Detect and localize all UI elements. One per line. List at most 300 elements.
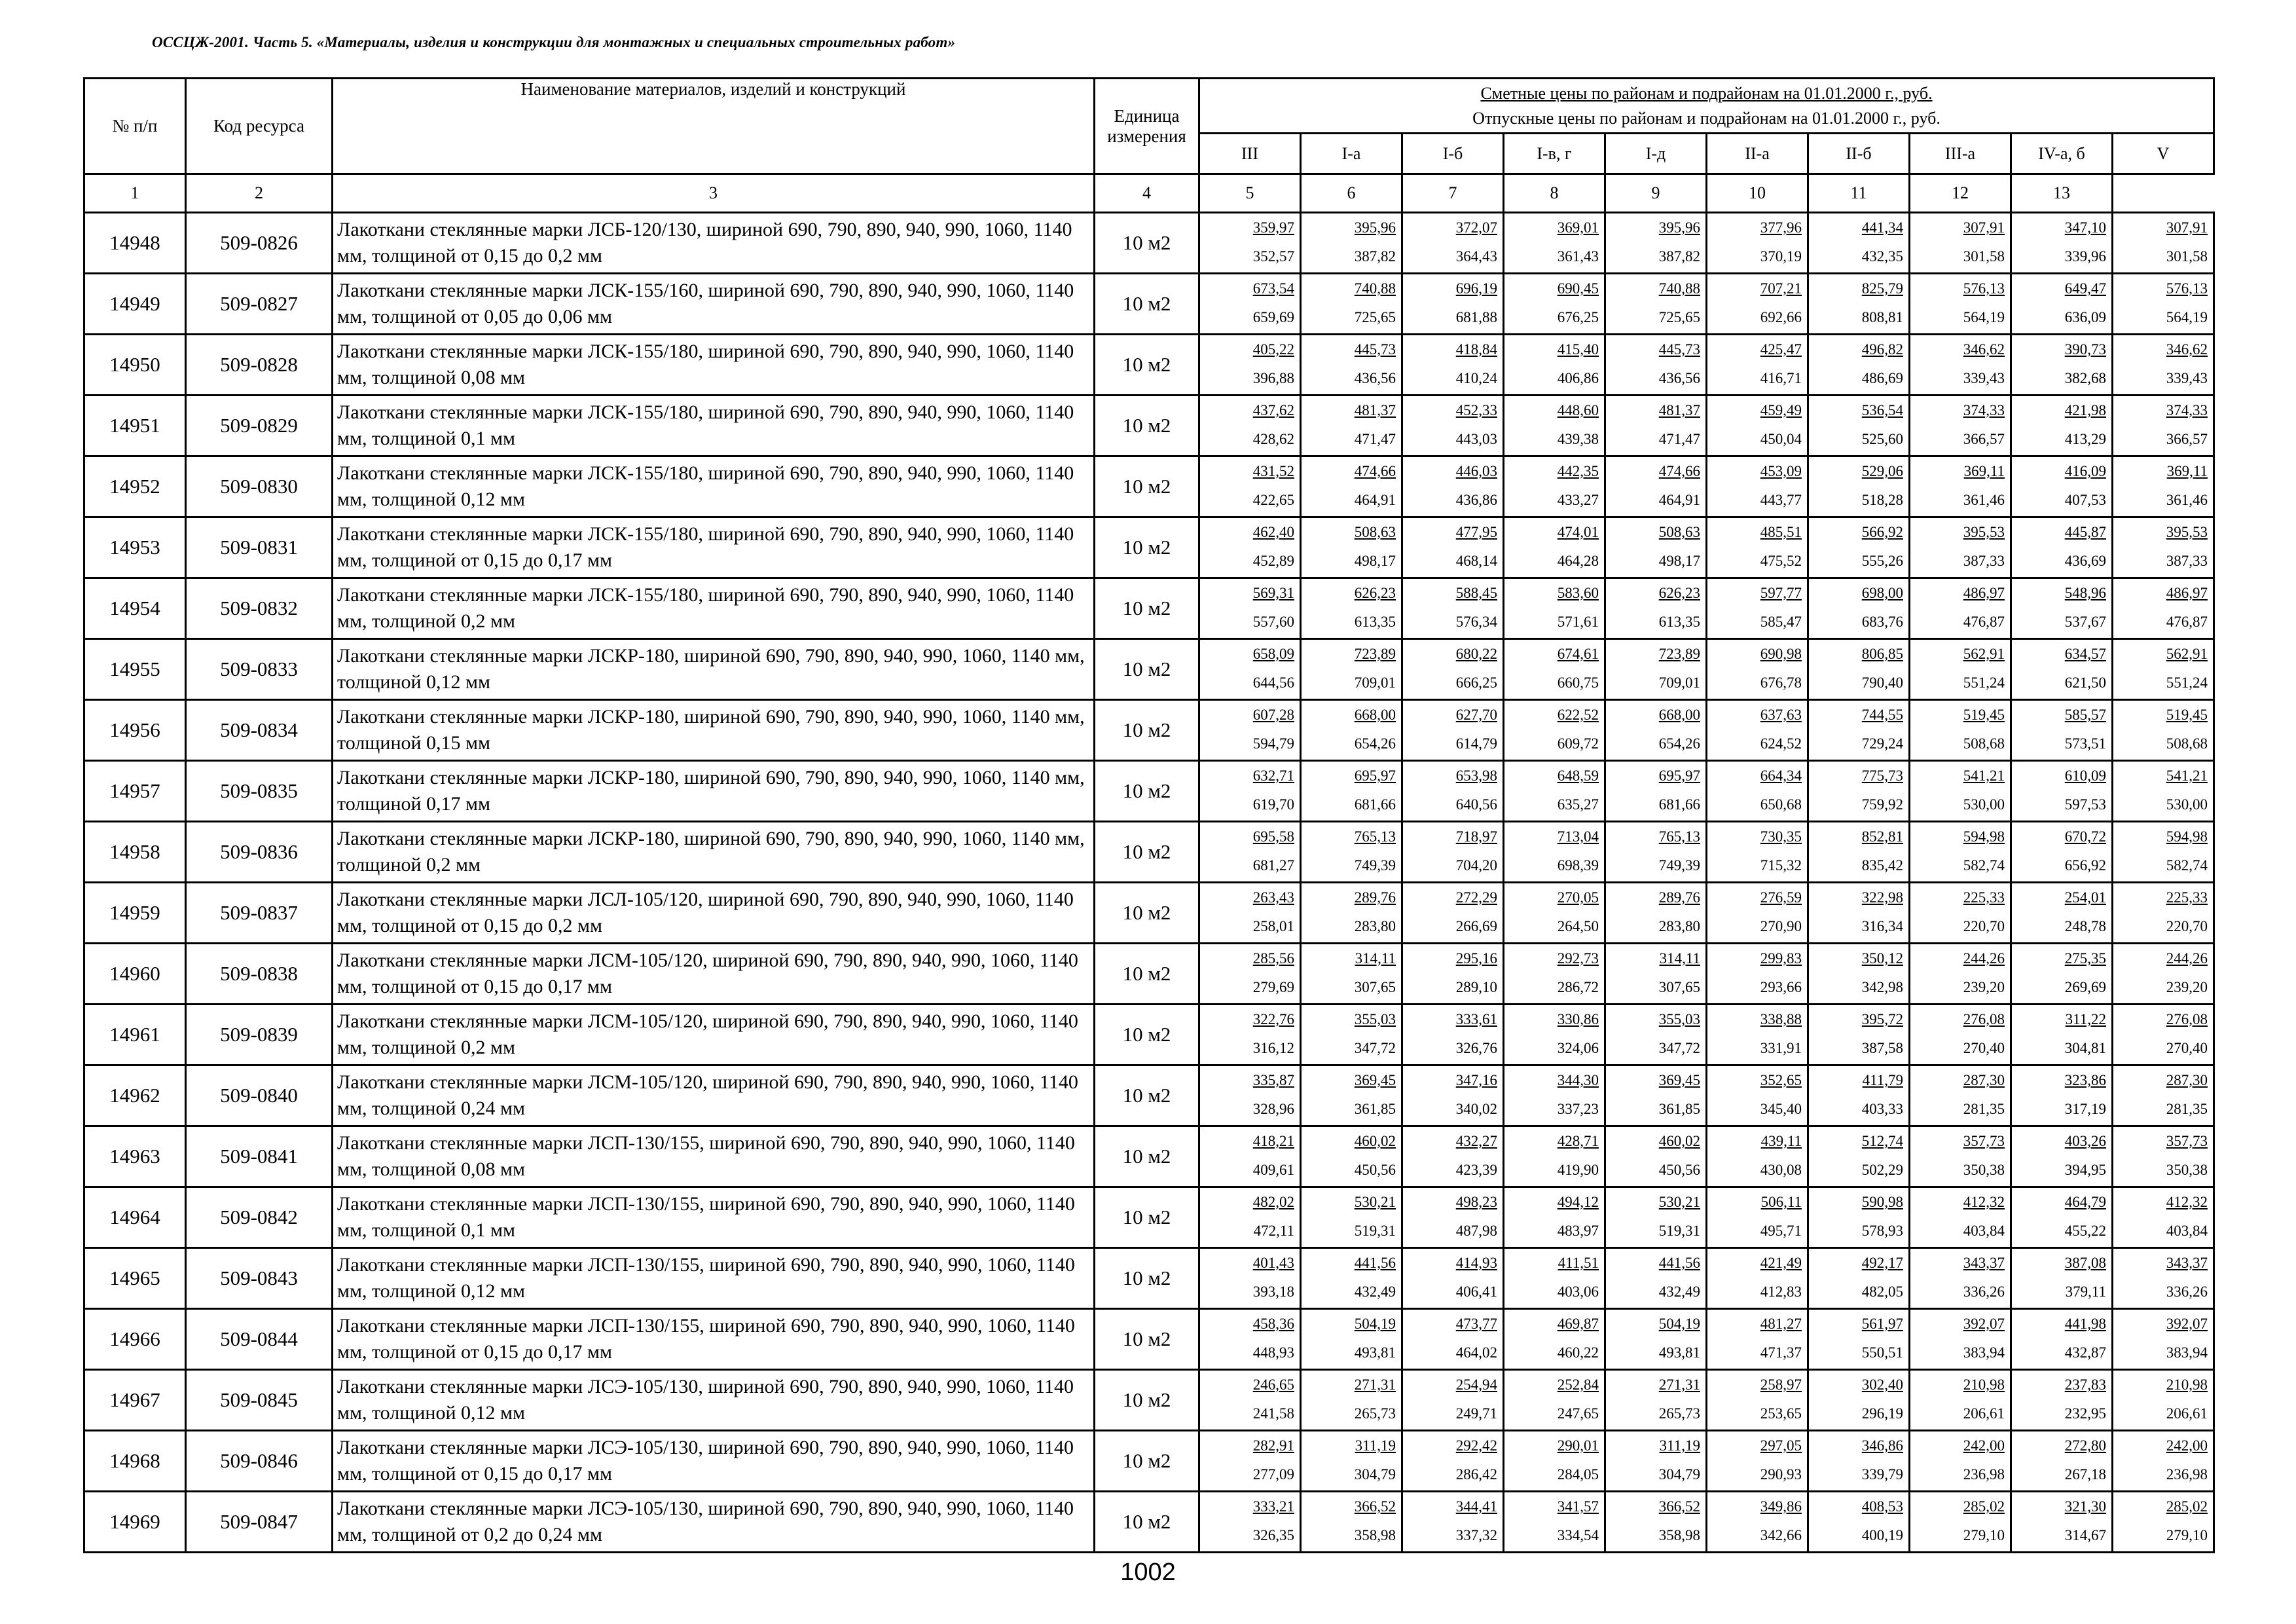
table-row: [84, 761, 2214, 822]
measure-unit: 10 м2: [1095, 456, 1199, 517]
price-cell: [1605, 1492, 1707, 1553]
estimate-price: 530,21: [1658, 1194, 1700, 1210]
estimate-price: 276,59: [1760, 889, 1802, 906]
release-price: 676,78: [1760, 674, 1802, 691]
release-price: 483,97: [1557, 1223, 1599, 1239]
price-cell: [1504, 1431, 1605, 1492]
table-row: [84, 274, 2214, 335]
price-cell: [1707, 883, 1808, 944]
release-price: 681,88: [1455, 309, 1497, 325]
release-price: 495,71: [1760, 1223, 1802, 1239]
resource-code: 509-0834: [186, 700, 333, 761]
release-price: 464,02: [1455, 1344, 1497, 1361]
price-cell: [1605, 517, 1707, 578]
estimate-price: 252,84: [1557, 1376, 1599, 1393]
estimate-price: 350,12: [1861, 950, 1903, 967]
resource-code: 509-0833: [186, 639, 333, 700]
price-cell: [1808, 1492, 1910, 1553]
price-cell: [1605, 1187, 1707, 1248]
estimate-price: 355,03: [1658, 1011, 1700, 1027]
price-cell: [1910, 1492, 2011, 1553]
release-price: 482,05: [1861, 1283, 1903, 1300]
release-price: 557,60: [1252, 614, 1294, 630]
price-cell: [1504, 335, 1605, 396]
price-cell: [1808, 1126, 1910, 1187]
estimate-price: 299,83: [1760, 950, 1802, 967]
estimate-price: 349,86: [1760, 1498, 1802, 1515]
release-price: 248,78: [2064, 918, 2106, 934]
price-cell: [1605, 456, 1707, 517]
price-cell: [1402, 578, 1504, 639]
estimate-price: 246,65: [1252, 1376, 1294, 1393]
release-price: 400,19: [1861, 1527, 1903, 1543]
release-price: 316,34: [1861, 918, 1903, 934]
estimate-price: 481,27: [1760, 1316, 1802, 1332]
estimate-price: 374,33: [2166, 402, 2208, 418]
release-price: 635,27: [1557, 796, 1599, 813]
release-price: 290,93: [1760, 1466, 1802, 1483]
price-cell: [1707, 1187, 1808, 1248]
price-cell: [1504, 578, 1605, 639]
release-price: 406,41: [1455, 1283, 1497, 1300]
estimate-price: 341,57: [1557, 1498, 1599, 1515]
resource-code: 509-0830: [186, 456, 333, 517]
region-header: III: [1199, 134, 1301, 174]
release-price: 409,61: [1252, 1162, 1294, 1178]
release-price: 383,94: [2166, 1344, 2208, 1361]
estimate-price: 474,66: [1354, 463, 1396, 479]
estimate-price: 357,73: [2166, 1133, 2208, 1149]
price-cell: [1402, 1309, 1504, 1370]
estimate-price: 648,59: [1557, 767, 1599, 784]
estimate-price: 311,22: [2065, 1011, 2106, 1027]
price-cell: [2011, 1126, 2113, 1187]
price-cell: [1504, 456, 1605, 517]
price-cell: [1605, 335, 1707, 396]
column-number: 6: [1301, 174, 1402, 213]
price-cell: [1301, 822, 1402, 883]
price-cell: [1605, 1065, 1707, 1126]
price-cell: [1504, 213, 1605, 274]
price-cell: [1402, 1492, 1504, 1553]
estimate-price: 357,73: [1963, 1133, 2005, 1149]
estimate-price: 765,13: [1354, 828, 1396, 845]
estimate-price: 446,03: [1455, 463, 1497, 479]
release-price: 450,56: [1354, 1162, 1396, 1178]
price-cell: [1301, 883, 1402, 944]
release-price: 286,42: [1455, 1466, 1497, 1483]
release-price: 471,37: [1760, 1344, 1802, 1361]
estimate-price: 512,74: [1861, 1133, 1903, 1149]
header-prices: [1199, 79, 2214, 134]
estimate-price: 439,11: [1760, 1133, 1802, 1149]
estimate-price: 698,00: [1861, 585, 1903, 601]
price-cell: [1605, 578, 1707, 639]
release-price: 403,06: [1557, 1283, 1599, 1300]
estimate-price: 263,43: [1252, 889, 1294, 906]
price-cell: [1707, 1370, 1808, 1431]
release-price: 277,09: [1252, 1466, 1294, 1483]
estimate-price: 314,11: [1355, 950, 1396, 967]
region-header: V: [2113, 134, 2214, 174]
material-name: Лакоткани стеклянные марки ЛСК-155/180, шириной 690, 790, 890, 940, 990, 1060, 1140 мм, толщиной 0,1 мм: [333, 396, 1095, 456]
header-code: Код ресурса: [186, 79, 333, 174]
estimate-price: 270,05: [1557, 889, 1599, 906]
price-cell: [1402, 1187, 1504, 1248]
resource-code: 509-0842: [186, 1187, 333, 1248]
estimate-price: 445,87: [2064, 524, 2106, 540]
price-table: [83, 77, 2215, 1553]
release-price: 220,70: [1963, 918, 2005, 934]
price-cell: [1605, 1126, 1707, 1187]
release-price: 316,12: [1252, 1040, 1294, 1056]
release-price: 358,98: [1354, 1527, 1396, 1543]
price-cell: [2113, 1126, 2214, 1187]
material-name: Лакоткани стеклянные марки ЛСЛ-105/120, шириной 690, 790, 890, 940, 990, 1060, 1140 мм, толщиной от 0,15 до 0,2 мм: [333, 883, 1095, 944]
measure-unit: 10 м2: [1095, 1187, 1199, 1248]
price-cell: [1605, 213, 1707, 274]
estimate-price: 723,89: [1658, 646, 1700, 662]
release-price: 387,82: [1658, 248, 1700, 265]
estimate-price: 536,54: [1861, 402, 1903, 418]
price-cell: [1301, 1005, 1402, 1065]
price-cell: [2011, 944, 2113, 1005]
release-price: 464,91: [1658, 492, 1700, 508]
price-cell: [1707, 1248, 1808, 1309]
release-price: 361,85: [1354, 1101, 1396, 1117]
price-cell: [2113, 1431, 2214, 1492]
estimate-price: 508,63: [1658, 524, 1700, 540]
estimate-price: 314,11: [1659, 950, 1700, 967]
release-price: 304,79: [1354, 1466, 1396, 1483]
release-price: 681,66: [1354, 796, 1396, 813]
price-cell: [1707, 1126, 1808, 1187]
document-header: ОССЦЖ-2001. Часть 5. «Материалы, изделия и конструкции для монтажных и специальных строительных работ»: [152, 34, 956, 50]
price-cell: [1199, 1005, 1301, 1065]
price-cell: [1808, 1065, 1910, 1126]
price-cell: [1910, 578, 2011, 639]
release-price: 236,98: [1963, 1466, 2005, 1483]
estimate-price: 412,32: [2166, 1194, 2208, 1210]
region-header: I-в, г: [1504, 134, 1605, 174]
estimate-price: 690,98: [1760, 646, 1802, 662]
estimate-price: 519,45: [2166, 707, 2208, 723]
release-price: 573,51: [2064, 735, 2106, 752]
release-price: 328,96: [1252, 1101, 1294, 1117]
estimate-price: 311,19: [1355, 1437, 1396, 1454]
resource-code: 509-0835: [186, 761, 333, 822]
release-price: 436,56: [1658, 370, 1700, 386]
table-row: [84, 883, 2214, 944]
row-number: 14949: [84, 274, 186, 335]
estimate-price: 730,35: [1760, 828, 1802, 845]
release-price: 247,65: [1557, 1405, 1599, 1422]
resource-code: 509-0846: [186, 1431, 333, 1492]
release-price: 609,72: [1557, 735, 1599, 752]
material-name: Лакоткани стеклянные марки ЛСК-155/180, шириной 690, 790, 890, 940, 990, 1060, 1140 мм, толщиной от 0,15 до 0,17 мм: [333, 517, 1095, 578]
estimate-price: 292,42: [1455, 1437, 1497, 1454]
estimate-price: 290,01: [1557, 1437, 1599, 1454]
table-row: [84, 517, 2214, 578]
region-header: III-а: [1910, 134, 2011, 174]
estimate-price: 395,53: [2166, 524, 2208, 540]
release-price: 403,84: [1963, 1223, 2005, 1239]
estimate-price: 210,98: [2166, 1376, 2208, 1393]
estimate-price: 359,97: [1252, 219, 1294, 236]
price-cell: [1504, 517, 1605, 578]
release-price: 428,62: [1252, 431, 1294, 447]
release-price: 403,33: [1861, 1101, 1903, 1117]
price-cell: [1199, 944, 1301, 1005]
release-price: 232,95: [2064, 1405, 2106, 1422]
estimate-price: 366,52: [1658, 1498, 1700, 1515]
estimate-price: 627,70: [1455, 707, 1497, 723]
estimate-price: 607,28: [1252, 707, 1294, 723]
material-name: Лакоткани стеклянные марки ЛСК-155/160, шириной 690, 790, 890, 940, 990, 1060, 1140 мм, толщиной от 0,05 до 0,06 мм: [333, 274, 1095, 335]
estimate-price: 242,00: [1963, 1437, 2005, 1454]
price-cell: [1910, 883, 2011, 944]
estimate-price: 740,88: [1354, 280, 1396, 297]
release-price: 407,53: [2064, 492, 2106, 508]
release-price: 293,66: [1760, 979, 1802, 995]
price-cell: [1808, 1370, 1910, 1431]
release-price: 476,87: [1963, 614, 2005, 630]
release-price: 578,93: [1861, 1223, 1903, 1239]
estimate-price: 723,89: [1354, 646, 1396, 662]
estimate-price: 405,22: [1252, 341, 1294, 358]
estimate-price: 765,13: [1658, 828, 1700, 845]
measure-unit: 10 м2: [1095, 822, 1199, 883]
region-header: I-а: [1301, 134, 1402, 174]
price-cell: [2113, 1187, 2214, 1248]
row-number: 14968: [84, 1431, 186, 1492]
price-cell: [1707, 1065, 1808, 1126]
estimate-price: 486,97: [1963, 585, 2005, 601]
header-unit: Единица измерения: [1095, 79, 1199, 174]
release-price: 551,24: [2166, 674, 2208, 691]
release-price: 681,66: [1658, 796, 1700, 813]
release-price: 326,35: [1252, 1527, 1294, 1543]
row-number: 14961: [84, 1005, 186, 1065]
estimate-price: 453,09: [1760, 463, 1802, 479]
release-price: 725,65: [1658, 309, 1700, 325]
estimate-price: 718,97: [1455, 828, 1497, 845]
estimate-price: 561,97: [1861, 1316, 1903, 1332]
release-price: 654,26: [1354, 735, 1396, 752]
release-price: 239,20: [2166, 979, 2208, 995]
release-price: 808,81: [1861, 309, 1903, 325]
estimate-price: 225,33: [2166, 889, 2208, 906]
price-cell: [1402, 944, 1504, 1005]
release-price: 436,69: [2064, 553, 2106, 569]
estimate-price: 415,40: [1557, 341, 1599, 358]
row-number: 14950: [84, 335, 186, 396]
material-name: Лакоткани стеклянные марки ЛСМ-105/120, шириной 690, 790, 890, 940, 990, 1060, 1140 мм, толщиной 0,24 мм: [333, 1065, 1095, 1126]
measure-unit: 10 м2: [1095, 517, 1199, 578]
estimate-price: 485,51: [1760, 524, 1802, 540]
estimate-price: 335,87: [1252, 1072, 1294, 1088]
measure-unit: 10 м2: [1095, 1370, 1199, 1431]
release-price: 423,39: [1455, 1162, 1497, 1178]
release-price: 450,56: [1658, 1162, 1700, 1178]
price-cell: [1402, 761, 1504, 822]
release-price: 433,27: [1557, 492, 1599, 508]
estimate-price: 285,02: [2166, 1498, 2208, 1515]
release-price: 304,81: [2064, 1040, 2106, 1056]
row-number: 14948: [84, 213, 186, 274]
estimate-price: 271,31: [1658, 1376, 1700, 1393]
release-price: 486,69: [1861, 370, 1903, 386]
release-price: 530,00: [2166, 796, 2208, 813]
column-number: 5: [1199, 174, 1301, 213]
estimate-price: 374,33: [1963, 402, 2005, 418]
price-cell: [1402, 1370, 1504, 1431]
price-cell: [2113, 335, 2214, 396]
price-cell: [1605, 396, 1707, 456]
estimate-price: 464,79: [2064, 1194, 2106, 1210]
estimate-price: 637,63: [1760, 707, 1802, 723]
estimate-price: 673,54: [1252, 280, 1294, 297]
price-cell: [2113, 578, 2214, 639]
release-price: 314,67: [2064, 1527, 2106, 1543]
price-cell: [1504, 639, 1605, 700]
column-number: 4: [1095, 174, 1199, 213]
release-price: 301,58: [2166, 248, 2208, 265]
estimate-price: 441,56: [1354, 1255, 1396, 1271]
row-number: 14962: [84, 1065, 186, 1126]
estimate-price: 369,45: [1354, 1072, 1396, 1088]
release-price: 555,26: [1861, 553, 1903, 569]
price-cell: [1707, 639, 1808, 700]
region-header: I-д: [1605, 134, 1707, 174]
release-price: 317,19: [2064, 1101, 2106, 1117]
estimate-price: 664,34: [1760, 767, 1802, 784]
estimate-price: 482,02: [1252, 1194, 1294, 1210]
price-cell: [2113, 456, 2214, 517]
release-price: 206,61: [1963, 1405, 2005, 1422]
release-price: 393,18: [1252, 1283, 1294, 1300]
table-row: [84, 335, 2214, 396]
release-price: 666,25: [1455, 674, 1497, 691]
estimate-price: 395,96: [1658, 219, 1700, 236]
release-price: 361,46: [1963, 492, 2005, 508]
measure-unit: 10 м2: [1095, 639, 1199, 700]
estimate-price: 307,91: [1963, 219, 2005, 236]
estimate-price: 285,02: [1963, 1498, 2005, 1515]
estimate-price: 541,21: [1963, 767, 2005, 784]
row-number: 14954: [84, 578, 186, 639]
price-cell: [1504, 700, 1605, 761]
price-cell: [1605, 1005, 1707, 1065]
price-cell: [1199, 1431, 1301, 1492]
release-price: 239,20: [1963, 979, 2005, 995]
price-cell: [1301, 1065, 1402, 1126]
measure-unit: 10 м2: [1095, 396, 1199, 456]
row-number: 14959: [84, 883, 186, 944]
estimate-price: 696,19: [1455, 280, 1497, 297]
estimate-price: 282,91: [1252, 1437, 1294, 1454]
price-cell: [1910, 700, 2011, 761]
header-prices-line2: Отпускные цены по районам и подрайонам на 01.01.2000 г., руб.: [1472, 108, 1941, 128]
estimate-price: 695,97: [1658, 767, 1700, 784]
release-price: 564,19: [1963, 309, 2005, 325]
material-name: Лакоткани стеклянные марки ЛСЭ-105/130, шириной 690, 790, 890, 940, 990, 1060, 1140 мм, толщиной от 0,15 до 0,17 мм: [333, 1431, 1095, 1492]
price-cell: [1605, 761, 1707, 822]
price-cell: [2113, 396, 2214, 456]
row-number: 14965: [84, 1248, 186, 1309]
release-price: 284,05: [1557, 1466, 1599, 1483]
resource-code: 509-0837: [186, 883, 333, 944]
price-cell: [1301, 1248, 1402, 1309]
release-price: 339,43: [2166, 370, 2208, 386]
price-cell: [2113, 944, 2214, 1005]
estimate-price: 366,52: [1354, 1498, 1396, 1515]
price-cell: [2113, 1005, 2214, 1065]
estimate-price: 504,19: [1658, 1316, 1700, 1332]
release-price: 307,65: [1658, 979, 1700, 995]
release-price: 334,54: [1557, 1527, 1599, 1543]
release-price: 472,11: [1253, 1223, 1294, 1239]
release-price: 464,91: [1354, 492, 1396, 508]
estimate-price: 529,06: [1861, 463, 1903, 479]
estimate-price: 594,98: [2166, 828, 2208, 845]
price-cell: [1910, 1370, 2011, 1431]
release-price: 749,39: [1658, 857, 1700, 874]
release-price: 729,24: [1861, 735, 1903, 752]
estimate-price: 289,76: [1658, 889, 1700, 906]
estimate-price: 530,21: [1354, 1194, 1396, 1210]
header-prices-line1: Сметные цены по районам и подрайонам на 01.01.2000 г., руб.: [1480, 83, 1933, 103]
release-price: 350,38: [2166, 1162, 2208, 1178]
material-name: Лакоткани стеклянные марки ЛСКР-180, шириной 690, 790, 890, 940, 990, 1060, 1140 мм, толщиной 0,2 мм: [333, 822, 1095, 883]
estimate-price: 504,19: [1354, 1316, 1396, 1332]
release-price: 336,26: [1963, 1283, 2005, 1300]
release-price: 613,35: [1658, 614, 1700, 630]
estimate-price: 569,31: [1252, 585, 1294, 601]
row-number: 14963: [84, 1126, 186, 1187]
estimate-price: 289,76: [1354, 889, 1396, 906]
price-cell: [1808, 1187, 1910, 1248]
estimate-price: 825,79: [1861, 280, 1903, 297]
price-cell: [1707, 396, 1808, 456]
price-cell: [1504, 396, 1605, 456]
price-cell: [1301, 335, 1402, 396]
price-cell: [1199, 761, 1301, 822]
column-number: 10: [1707, 174, 1808, 213]
release-price: 361,46: [2166, 492, 2208, 508]
price-cell: [1301, 639, 1402, 700]
estimate-price: 585,57: [2064, 707, 2106, 723]
row-number: 14956: [84, 700, 186, 761]
release-price: 654,26: [1658, 735, 1700, 752]
release-price: 413,29: [2064, 431, 2106, 447]
release-price: 339,43: [1963, 370, 2005, 386]
estimate-price: 346,62: [1963, 341, 2005, 358]
estimate-price: 448,60: [1557, 402, 1599, 418]
price-cell: [1605, 1309, 1707, 1370]
estimate-price: 412,32: [1963, 1194, 2005, 1210]
estimate-price: 506,11: [1760, 1194, 1802, 1210]
release-price: 709,01: [1658, 674, 1700, 691]
price-cell: [1910, 1187, 2011, 1248]
price-cell: [1402, 1248, 1504, 1309]
estimate-price: 395,72: [1861, 1011, 1903, 1027]
estimate-price: 445,73: [1658, 341, 1700, 358]
estimate-price: 387,08: [2064, 1255, 2106, 1271]
price-cell: [1910, 761, 2011, 822]
price-cell: [2113, 1492, 2214, 1553]
price-cell: [1301, 1370, 1402, 1431]
